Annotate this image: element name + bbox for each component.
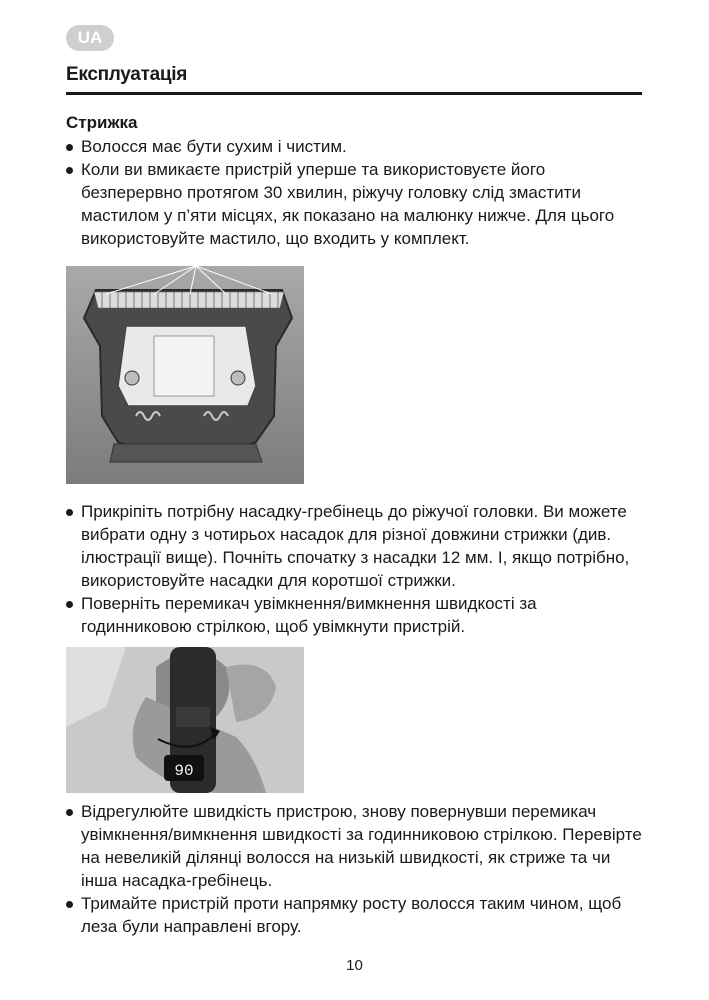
bullet-icon (66, 901, 73, 908)
bullet-icon (66, 601, 73, 608)
language-badge: UA (66, 25, 114, 51)
title-divider (66, 92, 642, 95)
hand-holding-device-photo (66, 647, 304, 793)
instructions-list-3 (66, 800, 646, 938)
instructions-list-1 (66, 135, 646, 250)
list-item-text: Волосся має бути сухим і чистим. (81, 137, 347, 156)
list-item-text: Поверніть перемикач увімкнення/вимкнення швидкості за годинниковою стрілкою, щоб увімкнути пристрій. (81, 594, 537, 636)
blade-lubrication-figure (66, 266, 304, 484)
list-item (66, 892, 646, 938)
blade-illustration (66, 266, 304, 484)
bullet-icon (66, 509, 73, 516)
list-item (66, 500, 646, 592)
hand-illustration (66, 647, 304, 793)
device-display-readout: 90 (174, 762, 194, 780)
list-item-text: Тримайте пристрій проти напрямку росту волосся таким чином, щоб леза були направлені вгору. (81, 894, 622, 936)
list-item (66, 592, 646, 638)
instructions-list-2 (66, 500, 646, 638)
list-item-text: Коли ви вмикаєте пристрій уперше та використовуєте його безперервно протягом 30 хвилин, ріжучу головку слід змастити мастилом у п’яти місцях, як показано на малюнку нижче. Для цього використовуйте мастило, що входить у комплект. (81, 160, 615, 248)
page-number: 10 (346, 957, 363, 974)
list-item-text: Прикріпіть потрібну насадку-гребінець до ріжучої головки. Ви можете вибрати одну з чотирьох насадок для різної довжини стрижки (див. ілюстрації вище). Почніть спочатку з насадки 12 мм. І, якщо потрібно, використовуйте насадки для коротшої стрижки. (81, 502, 630, 590)
subheading-haircut: Стрижка (66, 113, 138, 132)
list-item (66, 135, 646, 158)
bullet-icon (66, 144, 73, 151)
list-item (66, 158, 646, 250)
list-item (66, 800, 646, 892)
list-item-text: Відрегулюйте швидкість пристрою, знову повернувши перемикач увімкнення/вимкнення швидкості за годинниковою стрілкою. Перевірте на невеликій ділянці волосся на низькій швидкості, як стриже та чи інша насадка-гребінець. (81, 802, 642, 890)
bullet-icon (66, 167, 73, 174)
bullet-icon (66, 809, 73, 816)
section-title: Експлуатація (66, 64, 187, 85)
